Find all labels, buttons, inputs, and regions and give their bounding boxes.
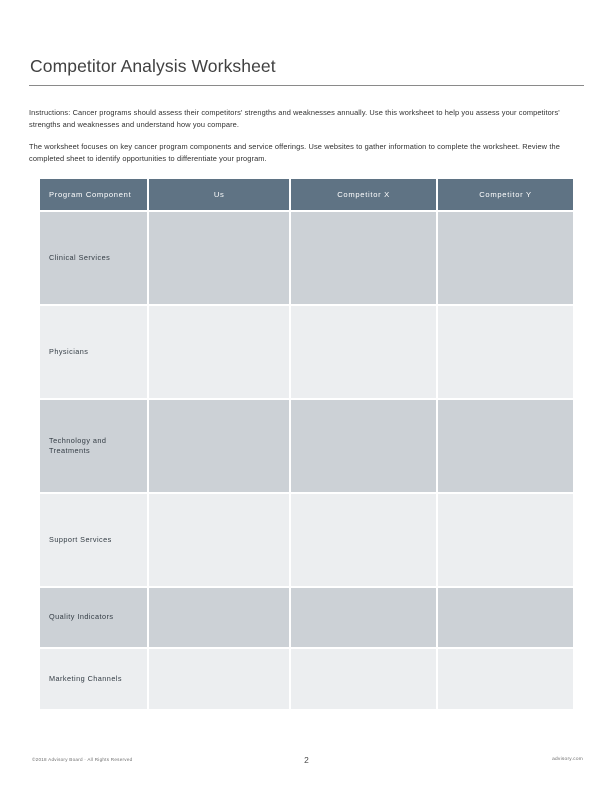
cell-physicians-competitor-x[interactable]	[291, 306, 436, 398]
cell-technology-and-treatments-us[interactable]	[149, 400, 289, 492]
cell-clinical-services-competitor-y[interactable]	[438, 212, 573, 304]
column-header-competitor-y: Competitor Y	[438, 179, 573, 210]
cell-clinical-services-competitor-x[interactable]	[291, 212, 436, 304]
cell-quality-indicators-us[interactable]	[149, 588, 289, 647]
cell-support-services-us[interactable]	[149, 494, 289, 586]
cell-technology-and-treatments-competitor-x[interactable]	[291, 400, 436, 492]
table-row	[40, 649, 573, 709]
table-header-row	[40, 179, 573, 210]
instructions-paragraph-1: Instructions: Cancer programs should assess their competitors' strengths and weaknesses annually. Use this worksheet to help you assess your competitors' strengths and weaknesses and understand how you compare.	[29, 108, 560, 129]
cell-support-services-competitor-y[interactable]	[438, 494, 573, 586]
instructions-block	[29, 107, 581, 164]
table-row	[40, 400, 573, 492]
row-label-marketing-channels: Marketing Channels	[40, 649, 147, 709]
row-label-technology-and-treatments: Technology and Treatments	[40, 400, 147, 492]
footer-copyright: ©2018 Advisory Board · All Rights Reserved	[32, 757, 133, 762]
competitor-analysis-table	[40, 179, 573, 709]
row-label-physicians: Physicians	[40, 306, 147, 398]
cell-technology-and-treatments-competitor-y[interactable]	[438, 400, 573, 492]
table-row	[40, 306, 573, 398]
footer-website: advisory.com	[552, 757, 583, 762]
page-title: Competitor Analysis Worksheet	[30, 56, 276, 76]
table-row	[40, 588, 573, 647]
table-row	[40, 494, 573, 586]
column-header-competitor-x: Competitor X	[291, 179, 436, 210]
table-row	[40, 212, 573, 304]
cell-support-services-competitor-x[interactable]	[291, 494, 436, 586]
cell-quality-indicators-competitor-y[interactable]	[438, 588, 573, 647]
cell-quality-indicators-competitor-x[interactable]	[291, 588, 436, 647]
row-label-clinical-services: Clinical Services	[40, 212, 147, 304]
cell-physicians-us[interactable]	[149, 306, 289, 398]
cell-clinical-services-us[interactable]	[149, 212, 289, 304]
cell-marketing-channels-competitor-y[interactable]	[438, 649, 573, 709]
row-label-support-services: Support Services	[40, 494, 147, 586]
page-footer	[30, 757, 583, 769]
column-header-program-component: Program Component	[40, 179, 147, 210]
row-label-quality-indicators: Quality Indicators	[40, 588, 147, 647]
column-header-us: Us	[149, 179, 289, 210]
title-divider	[29, 85, 584, 86]
cell-physicians-competitor-y[interactable]	[438, 306, 573, 398]
footer-page-number: 2	[304, 755, 309, 765]
instructions-paragraph-2: The worksheet focuses on key cancer program components and service offerings. Use websites to gather information to complete the worksheet. Review the completed sheet to identify opportunities to differentiate your program.	[29, 142, 560, 163]
cell-marketing-channels-competitor-x[interactable]	[291, 649, 436, 709]
cell-marketing-channels-us[interactable]	[149, 649, 289, 709]
